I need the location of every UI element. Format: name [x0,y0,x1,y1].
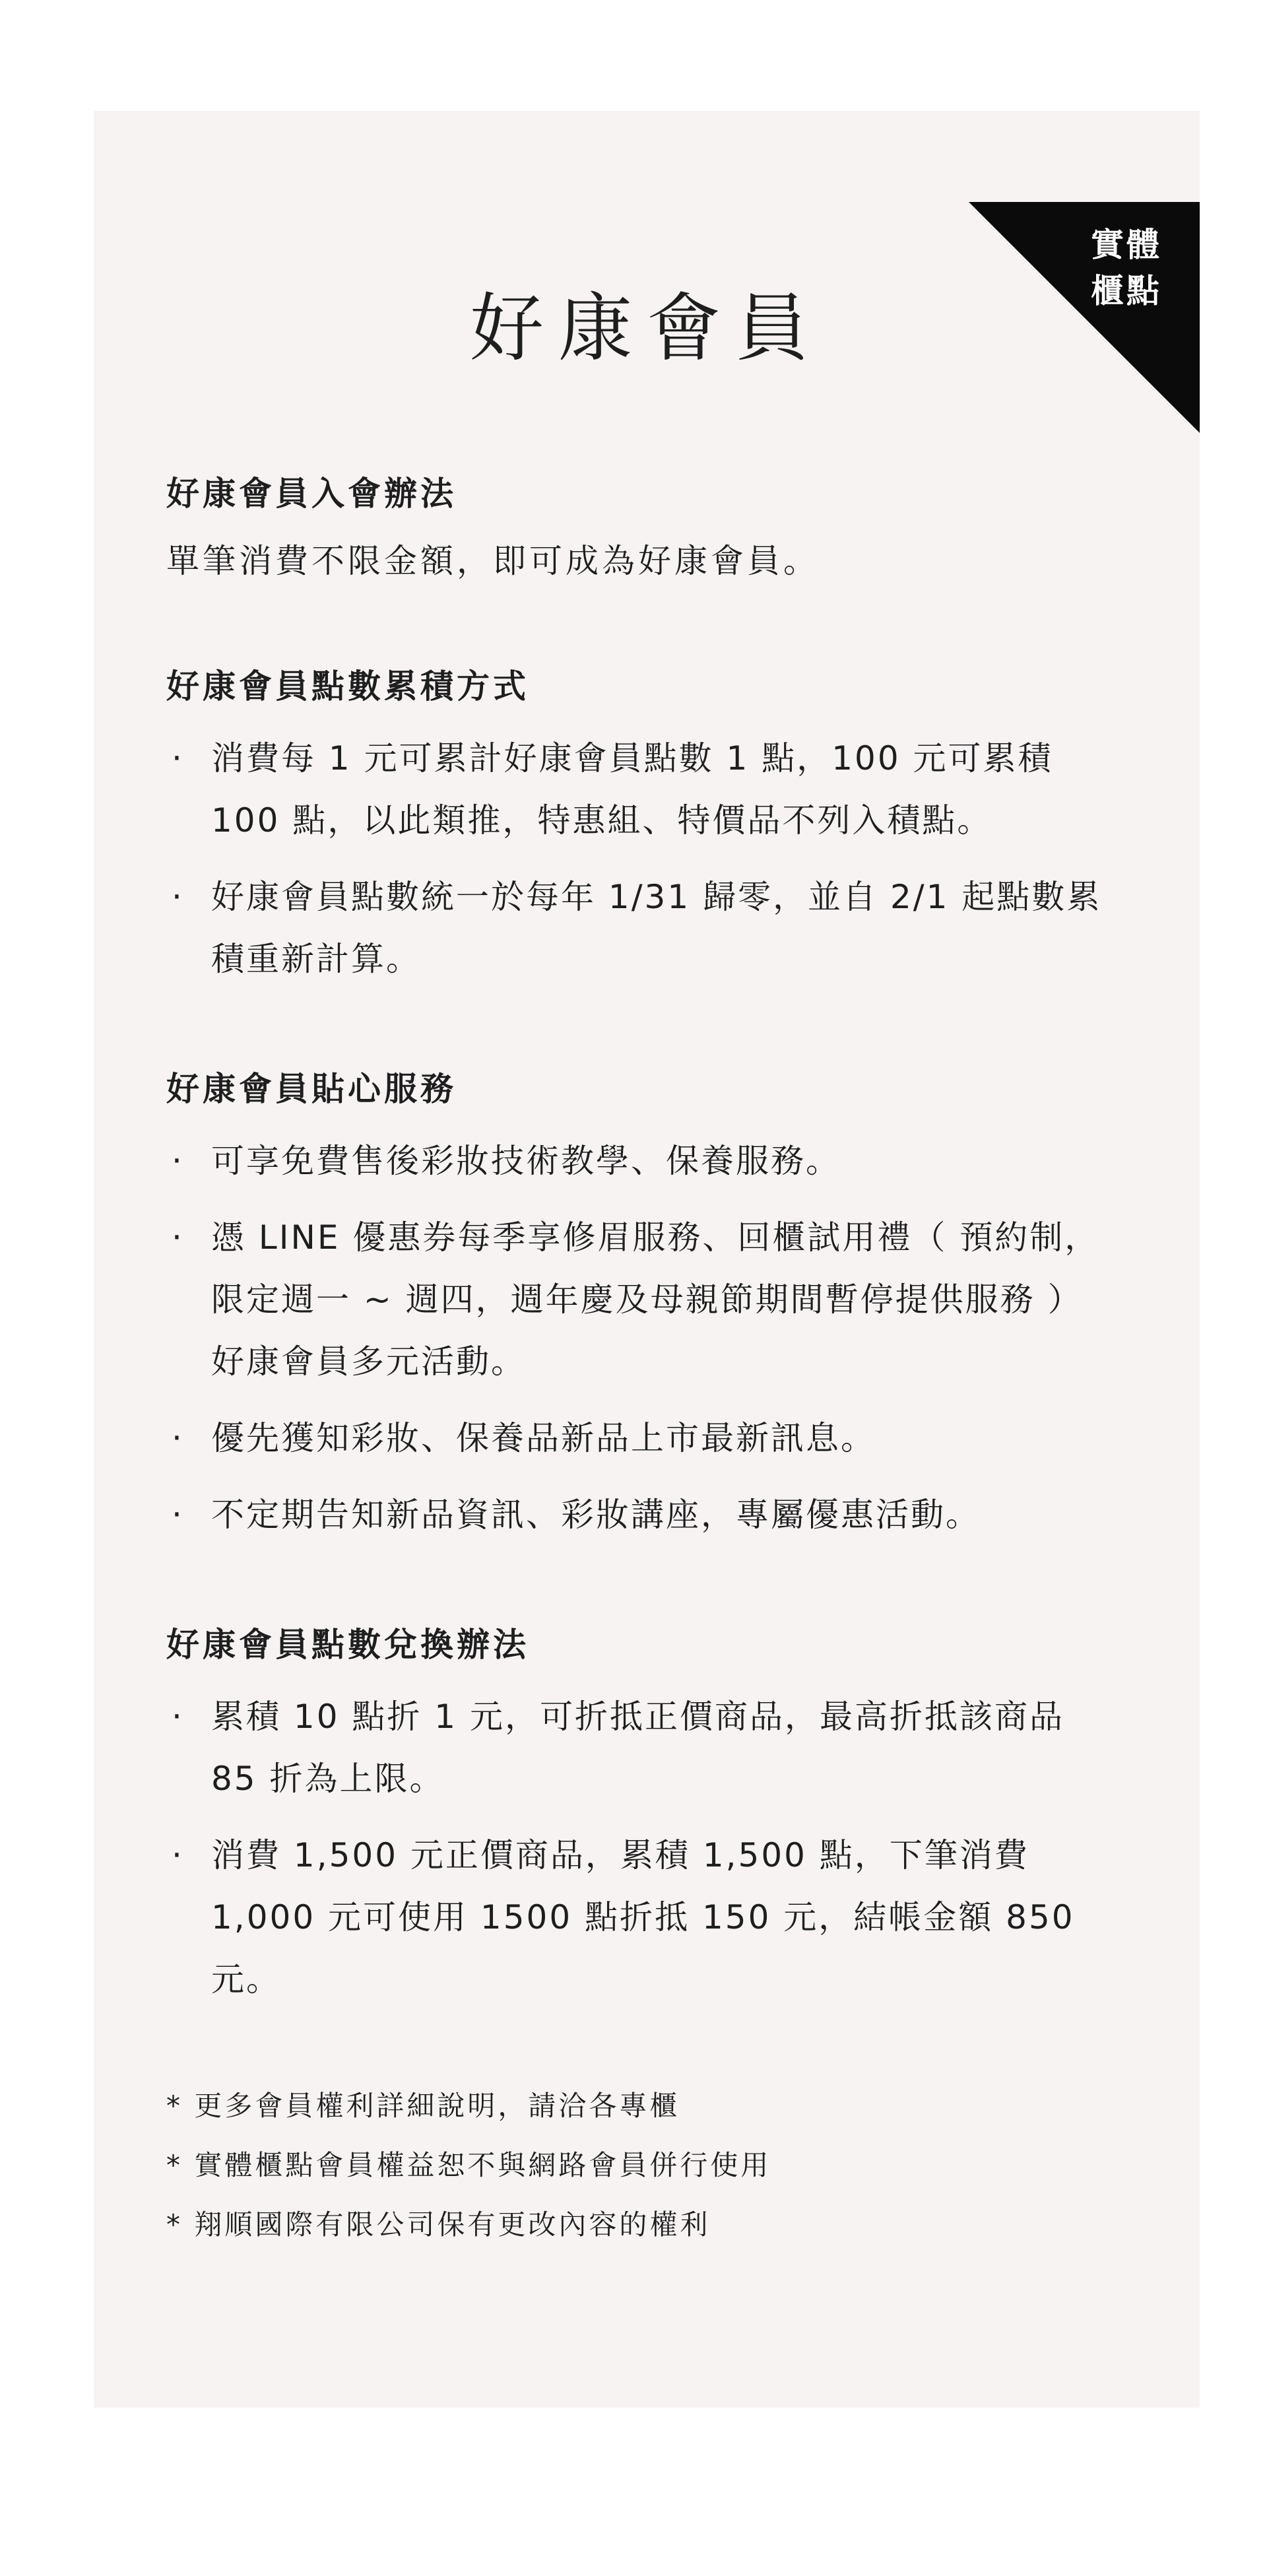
list-item-text: 優先獲知彩妝、保養品新品上市最新訊息。 [211,1419,876,1457]
corner-badge-line1: 實體 [1091,226,1162,264]
bullet-dot: · [172,1142,184,1180]
section-heading: 好康會員貼心服務 [166,1070,457,1108]
bullet-dot: · [172,739,184,777]
bullet-list [166,1686,1117,2010]
list-item [166,1407,1117,1469]
bullet-dot: · [172,1836,184,1874]
section-heading: 好康會員點數累積方式 [166,667,529,706]
section-points-accumulation [166,660,1117,990]
list-item [166,1686,1117,1810]
corner-badge-line2: 櫃點 [1091,272,1162,310]
footnote: * 實體櫃點會員權益恕不與網路會員併行使用 [166,2149,771,2181]
section-services [166,1063,1117,1546]
footnote: * 翔順國際有限公司保有更改內容的權利 [166,2208,711,2241]
list-item-text: 可享免費售後彩妝技術教學、保養服務。 [211,1142,841,1180]
membership-card [94,111,1200,2408]
bullet-list [166,1130,1117,1546]
bullet-dot: · [172,878,184,916]
list-item-text: 消費 1,500 元正價商品，累積 1,500 點，下筆消費 1,000 元可使用 1500 點折抵 150 元，結帳金額 850 元。 [211,1836,1075,1998]
bullet-list [166,727,1117,990]
list-item [166,866,1117,990]
list-item [166,1130,1117,1192]
section-heading: 好康會員點數兌換辦法 [166,1626,529,1664]
content [166,467,1117,2255]
section-join [166,467,1117,587]
bullet-dot: · [172,1496,184,1534]
footnotes [166,2076,1117,2255]
list-item [166,1824,1117,2010]
list-item-text: 憑 LINE 優惠券每季享修眉服務、回櫃試用禮（ 預約制，限定週一 ~ 週四，週年慶及母親節期間暫停提供服務 ）好康會員多元活動。 [211,1218,1100,1381]
section-text: 單筆消費不限金額，即可成為好康會員。 [166,542,820,580]
page-title: 好康會員 [470,286,824,372]
list-item [166,1484,1117,1546]
list-item [166,727,1117,851]
footnote: * 更多會員權利詳細說明，請洽各專櫃 [166,2090,680,2122]
list-item-text: 消費每 1 元可累計好康會員點數 1 點，100 元可累積 100 點，以此類推，特惠組、特價品不列入積點。 [211,739,1053,840]
list-item-text: 不定期告知新品資訊、彩妝講座，專屬優惠活動。 [211,1496,981,1534]
bullet-dot: · [172,1419,184,1457]
bullet-dot: · [172,1698,184,1736]
section-redemption [166,1618,1117,2010]
list-item-text: 累積 10 點折 1 元，可折抵正價商品，最高折抵該商品 85 折為上限。 [211,1698,1065,1798]
list-item [166,1206,1117,1393]
bullet-dot: · [172,1218,184,1257]
section-heading: 好康會員入會辦法 [166,475,457,513]
list-item-text: 好康會員點數統一於每年 1/31 歸零，並自 2/1 起點數累積重新計算。 [211,878,1102,978]
